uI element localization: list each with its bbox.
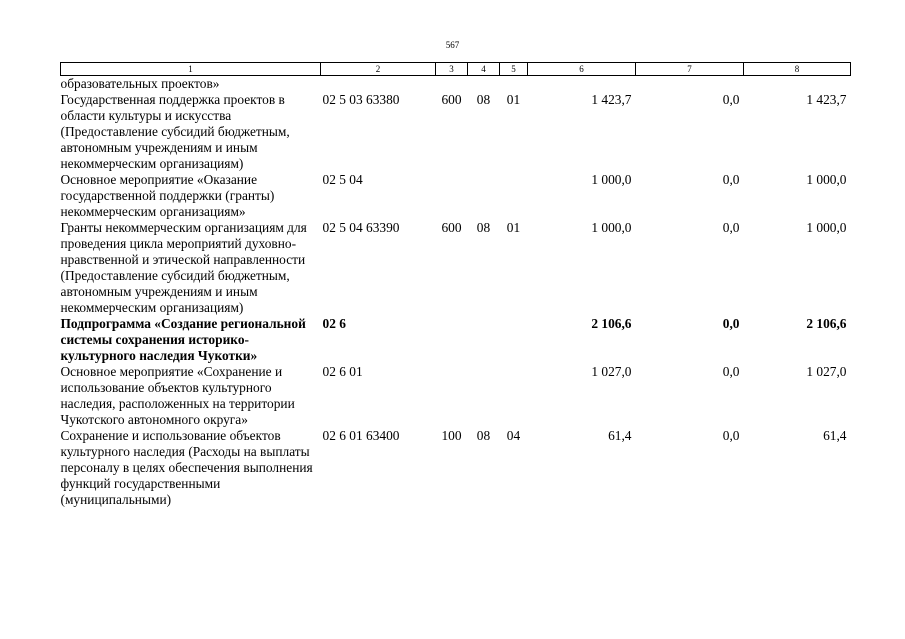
row-name: Основное мероприятие «Сохранение и использование объектов культурного наследия, расположенных на территории Чукотского автономного округа» bbox=[60, 364, 295, 427]
row-v7: 0,0 bbox=[722, 172, 740, 187]
row-code: 02 5 04 63390 bbox=[322, 220, 400, 235]
row-v8: 2 106,6 bbox=[806, 316, 847, 331]
row-name: Гранты некоммерческим организациям для проведения цикла мероприятий духовно-нравственной и этической направленности (Предоставление субсидий бюджетным, автономным учреждениям и иным некоммерческим организациям) bbox=[60, 220, 307, 315]
table-row bbox=[61, 92, 851, 172]
row-c3 bbox=[436, 172, 468, 220]
row-c3 bbox=[436, 316, 468, 364]
row-c4 bbox=[468, 316, 500, 364]
row-c4: 08 bbox=[476, 220, 491, 235]
row-name: образовательных проектов» bbox=[60, 76, 220, 91]
row-v8: 1 000,0 bbox=[806, 220, 847, 235]
row-v6: 1 027,0 bbox=[591, 364, 632, 379]
row-code: 02 5 04 bbox=[322, 172, 363, 187]
page-number: 567 bbox=[445, 40, 460, 50]
row-code: 02 6 01 bbox=[322, 364, 363, 379]
row-c3: 600 bbox=[441, 92, 462, 107]
row-v7: 0,0 bbox=[722, 220, 740, 235]
row-c4: 08 bbox=[476, 92, 491, 107]
header-col-6: 6 bbox=[528, 63, 636, 76]
row-v7: 0,0 bbox=[722, 428, 740, 443]
row-c3: 600 bbox=[441, 220, 462, 235]
header-col-4: 4 bbox=[468, 63, 500, 76]
row-v6: 1 000,0 bbox=[591, 220, 632, 235]
row-code: 02 5 03 63380 bbox=[322, 92, 400, 107]
row-name: Основное мероприятие «Оказание государственной поддержки (гранты) некоммерческим организациям» bbox=[60, 172, 275, 219]
row-c5 bbox=[500, 76, 528, 93]
row-c5: 01 bbox=[506, 220, 521, 235]
table-row bbox=[61, 428, 851, 508]
row-c5: 04 bbox=[506, 428, 521, 443]
row-name: Государственная поддержка проектов в области культуры и искусства (Предоставление субсидий бюджетным, автономным учреждениям и иным некоммерческим организациям) bbox=[60, 92, 290, 171]
row-code: 02 6 bbox=[322, 316, 346, 331]
row-v7: 0,0 bbox=[722, 92, 740, 107]
row-v6 bbox=[528, 76, 636, 93]
table-row bbox=[61, 220, 851, 316]
row-c3 bbox=[436, 76, 468, 93]
row-c4 bbox=[468, 76, 500, 93]
row-c5 bbox=[500, 316, 528, 364]
row-c5 bbox=[500, 364, 528, 428]
row-name: Подпрограмма «Создание региональной системы сохранения историко-культурного наследия Чукотки» bbox=[60, 316, 306, 363]
header-col-2: 2 bbox=[321, 63, 436, 76]
header-col-8: 8 bbox=[744, 63, 851, 76]
row-c3: 100 bbox=[441, 428, 462, 443]
table-row bbox=[61, 364, 851, 428]
row-v8: 1 000,0 bbox=[806, 172, 847, 187]
row-v6: 1 000,0 bbox=[591, 172, 632, 187]
row-c5: 01 bbox=[506, 92, 521, 107]
table-row bbox=[61, 76, 851, 93]
row-name: Сохранение и использование объектов культурного наследия (Расходы на выплаты персоналу в целях обеспечения выполнения функций государственными (муниципальными) bbox=[60, 428, 313, 507]
row-c4: 08 bbox=[476, 428, 491, 443]
row-c3 bbox=[436, 364, 468, 428]
row-v6: 61,4 bbox=[608, 428, 632, 443]
row-code bbox=[321, 76, 436, 93]
header-col-7: 7 bbox=[636, 63, 744, 76]
row-v8: 1 423,7 bbox=[806, 92, 847, 107]
row-v7 bbox=[636, 76, 744, 93]
row-v6: 2 106,6 bbox=[591, 316, 632, 331]
row-c5 bbox=[500, 172, 528, 220]
row-v8: 61,4 bbox=[823, 428, 847, 443]
row-c4 bbox=[468, 172, 500, 220]
header-col-3: 3 bbox=[436, 63, 468, 76]
row-v7: 0,0 bbox=[722, 364, 740, 379]
header-col-1: 1 bbox=[61, 63, 321, 76]
row-c4 bbox=[468, 364, 500, 428]
row-v7: 0,0 bbox=[722, 316, 740, 331]
header-row bbox=[61, 63, 851, 76]
budget-table bbox=[60, 62, 851, 508]
row-code: 02 6 01 63400 bbox=[322, 428, 400, 443]
row-v8 bbox=[744, 76, 851, 93]
header-col-5: 5 bbox=[500, 63, 528, 76]
table-row-subprogram bbox=[61, 316, 851, 364]
table-row bbox=[61, 172, 851, 220]
row-v8: 1 027,0 bbox=[806, 364, 847, 379]
row-v6: 1 423,7 bbox=[591, 92, 632, 107]
